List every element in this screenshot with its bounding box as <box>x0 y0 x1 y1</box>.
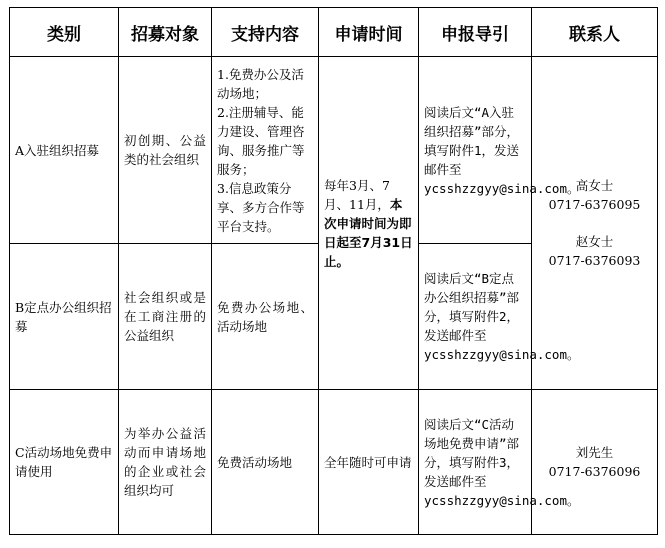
header-support: 支持内容 <box>212 8 319 57</box>
recruitment-table <box>9 7 658 535</box>
header-target: 招募对象 <box>119 8 212 57</box>
contact-name: 赵女士 <box>575 234 614 249</box>
application-time-cell: 全年随时可申请 <box>319 390 419 535</box>
guide-cell: 阅读后文“B定点办公组织招募”部分，填写附件2，发送邮件至ycsshzzgyy@sina.com。 <box>419 244 532 390</box>
contact-phone: 0717-6376096 <box>548 464 641 479</box>
header-category: 类别 <box>10 8 119 57</box>
table-row-a <box>10 57 658 244</box>
support-item: 1.免费办公及活动场地； <box>217 66 304 101</box>
contact-phone: 0717-6376093 <box>548 253 641 268</box>
category-cell: C活动场地免费申请使用 <box>10 390 119 535</box>
guide-cell: 阅读后文“A入驻组织招募”部分，填写附件1，发送邮件至ycsshzzgyy@sina.com。 <box>419 57 532 244</box>
application-time-cell <box>319 57 419 390</box>
support-cell: 免费办公场地、活动场地 <box>212 244 319 390</box>
header-contact: 联系人 <box>532 8 658 57</box>
header-time: 申请时间 <box>319 8 419 57</box>
support-cell: 免费活动场地 <box>212 390 319 535</box>
contact-name: 高女士 <box>575 178 614 193</box>
target-cell: 初创期、公益类的社会组织 <box>119 57 212 244</box>
shared-contact-cell <box>532 57 658 390</box>
time-normal-text: 每年3月、7月、11月， <box>324 177 390 212</box>
support-item: 2.注册辅导、能力建设、管理咨询、服务推广等服务； <box>217 104 305 177</box>
target-cell: 社会组织或是在工商注册的公益组织 <box>119 244 212 390</box>
category-cell: A入驻组织招募 <box>10 57 119 244</box>
table-row-c <box>10 390 658 535</box>
contact-cell <box>532 390 658 535</box>
header-row <box>10 8 658 57</box>
guide-cell: 阅读后文“C活动场地免费申请”部分，填写附件3，发送邮件至ycsshzzgyy@sina.com。 <box>419 390 532 535</box>
category-cell: B定点办公组织招募 <box>10 244 119 390</box>
contact-name: 刘先生 <box>575 445 614 460</box>
header-guide: 申报导引 <box>419 8 532 57</box>
time-bold-text: 本次申请时间为即日起至7月31日止。 <box>324 196 413 269</box>
support-cell <box>212 57 319 244</box>
support-item: 3.信息政策分享、多方合作等平台支持。 <box>217 180 305 234</box>
contact-phone: 0717-6376095 <box>548 197 641 212</box>
target-cell: 为举办公益活动而申请场地的企业或社会组织均可 <box>119 390 212 535</box>
